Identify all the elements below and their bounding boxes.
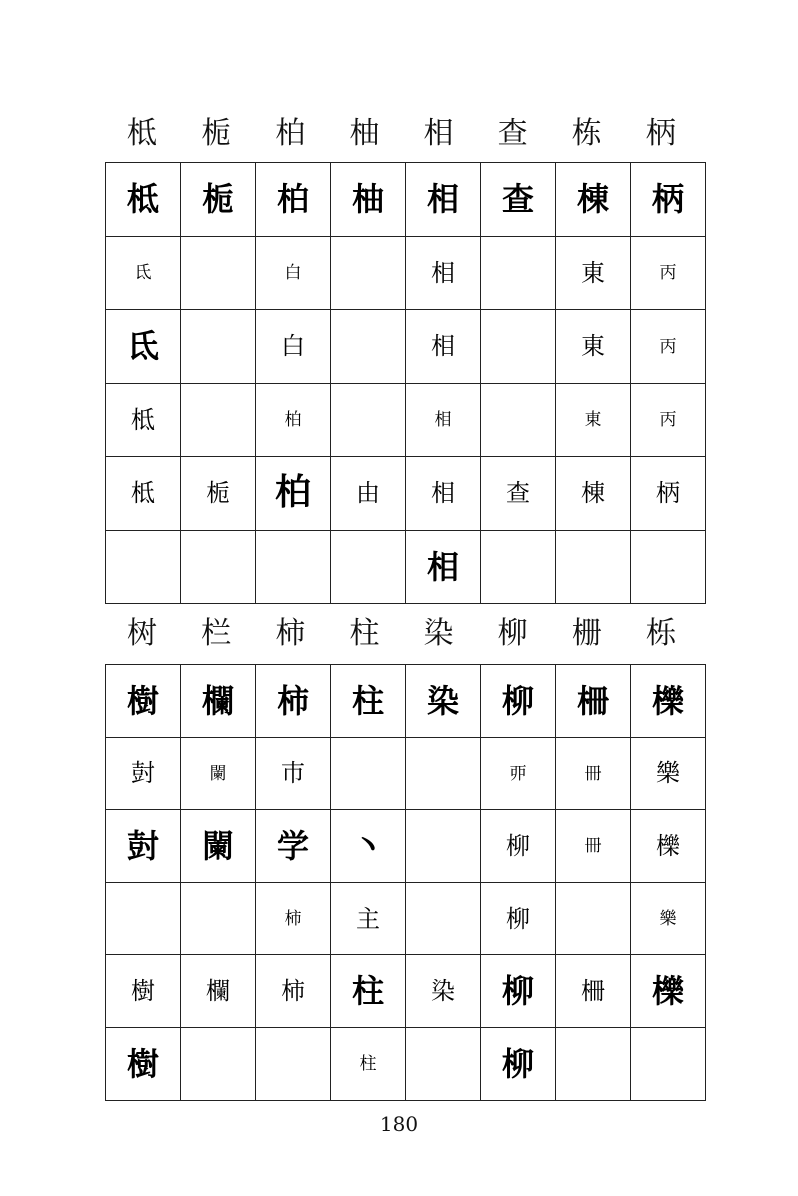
table-row [106,383,706,457]
glyph-form: 氐 [134,263,152,284]
glyph-cell [256,163,331,237]
glyph-form: 柵 [576,681,609,720]
glyph-form: 柢 [131,405,155,434]
glyph-cell [406,383,481,457]
glyph-form: 冊 [584,763,602,784]
glyph-cell [331,310,406,384]
glyph-cell [406,163,481,237]
glyph-cell [331,163,406,237]
glyph-cell [181,665,256,738]
column-header: 柱 [349,616,380,651]
glyph-cell [256,665,331,738]
section-2 [105,614,698,1083]
glyph-form: 查 [506,479,530,508]
glyph-form: 柳 [501,972,534,1011]
glyph-form: 冊 [584,836,602,857]
glyph-cell [181,236,256,310]
glyph-form: 東 [581,332,605,361]
glyph-form: 柚 [351,180,384,219]
page-number: 180 [379,1112,419,1136]
table-row [106,737,706,810]
glyph-cell [256,457,331,531]
glyph-cell [331,236,406,310]
glyph-cell [406,810,481,883]
glyph-form: 由 [356,479,380,508]
glyph-form: 栀 [201,180,234,219]
glyph-cell [181,810,256,883]
column-header: 染 [423,616,454,651]
column-header: 柢 [127,116,157,151]
glyph-form: 柏 [276,180,309,219]
glyph-cell [631,163,706,237]
table-row [106,530,706,604]
glyph-cell [256,530,331,604]
glyph-form: 柱 [351,681,384,720]
glyph-cell [331,1027,406,1100]
glyph-cell [256,737,331,810]
glyph-cell [631,882,706,955]
glyph-cell [256,955,331,1028]
glyph-cell [106,163,181,237]
column-header: 栀 [201,116,232,151]
glyph-cell [331,810,406,883]
glyph-form: 柵 [581,977,605,1006]
table-row [106,665,706,738]
column-header: 柚 [349,116,380,151]
glyph-form: 樹 [126,681,159,720]
glyph-cell [181,310,256,384]
glyph-cell [556,665,631,738]
glyph-cell [106,737,181,810]
glyph-cell [556,310,631,384]
glyph-form: 柿 [281,977,305,1006]
glyph-cell [556,810,631,883]
glyph-cell [481,737,556,810]
glyph-cell [631,310,706,384]
glyph-form: 丶 [351,826,384,865]
glyph-form: 氐 [126,327,159,366]
glyph-cell [481,882,556,955]
glyph-form: 樹 [126,1044,159,1083]
glyph-cell [106,810,181,883]
glyph-form: 丣 [509,763,527,784]
glyph-form: 主 [356,904,380,933]
glyph-form: 樹 [131,977,155,1006]
glyph-cell [631,1027,706,1100]
glyph-cell [106,457,181,531]
column-header: 柏 [275,116,306,151]
glyph-cell [331,457,406,531]
glyph-form: 樂 [656,759,680,788]
glyph-form: 柄 [656,479,680,508]
glyph-cell [331,383,406,457]
column-header: 柄 [645,116,676,151]
glyph-cell [556,163,631,237]
glyph-cell [631,530,706,604]
glyph-form: 丙 [659,410,677,431]
glyph-cell [181,882,256,955]
glyph-form: 闌 [209,763,227,784]
glyph-cell [556,882,631,955]
section-1 [105,114,698,586]
glyph-form: 棟 [581,479,605,508]
column-header: 柿 [275,616,306,651]
glyph-cell [631,457,706,531]
glyph-cell [406,530,481,604]
glyph-form: 白 [284,263,302,284]
glyph-cell [406,236,481,310]
glyph-form: 栀 [206,479,230,508]
glyph-cell [406,1027,481,1100]
glyph-cell [481,457,556,531]
glyph-cell [106,236,181,310]
column-header: 树 [127,616,157,651]
glyph-form: 櫟 [651,681,684,720]
table-row [106,457,706,531]
glyph-cell [331,665,406,738]
glyph-form: 白 [281,332,305,361]
glyph-form: 闌 [201,826,234,865]
glyph-cell [631,810,706,883]
glyph-cell [256,810,331,883]
column-header: 栏 [201,616,232,651]
glyph-cell [106,1027,181,1100]
column-header: 栅 [571,616,602,651]
glyph-cell [181,955,256,1028]
glyph-form: 柏 [274,472,311,514]
glyph-cell [106,310,181,384]
glyph-form: 丙 [659,336,677,357]
glyph-cell [256,1027,331,1100]
glyph-table-1 [105,162,706,604]
glyph-table-2 [105,664,706,1101]
glyph-cell [631,955,706,1028]
glyph-cell [181,737,256,810]
table-row [106,310,706,384]
glyph-form: 尌 [131,759,155,788]
glyph-cell [631,383,706,457]
glyph-form: 東 [581,258,605,287]
glyph-form: 櫟 [656,831,680,860]
glyph-form: 学 [276,826,309,865]
glyph-cell [481,310,556,384]
column-header: 相 [423,116,454,151]
glyph-form: 東 [584,410,602,431]
table-row [106,955,706,1028]
glyph-form: 相 [426,180,459,219]
glyph-form: 柢 [126,180,159,219]
glyph-form: 柳 [506,831,530,860]
glyph-cell [556,457,631,531]
glyph-cell [406,882,481,955]
glyph-cell [556,737,631,810]
header-row-2 [105,614,698,662]
glyph-cell [481,665,556,738]
glyph-form: 染 [426,681,459,720]
glyph-cell [481,383,556,457]
glyph-cell [256,236,331,310]
glyph-cell [181,163,256,237]
glyph-cell [556,236,631,310]
glyph-cell [481,530,556,604]
glyph-cell [556,955,631,1028]
glyph-cell [331,955,406,1028]
glyph-cell [106,530,181,604]
glyph-form: 柏 [284,410,302,431]
glyph-cell [481,955,556,1028]
glyph-form: 相 [431,479,455,508]
glyph-form: 欄 [201,681,234,720]
table-row [106,882,706,955]
glyph-form: 柳 [501,1044,534,1083]
glyph-cell [556,383,631,457]
glyph-cell [481,1027,556,1100]
glyph-form: 染 [431,977,455,1006]
header-row-1 [105,114,698,162]
glyph-cell [256,882,331,955]
glyph-cell [106,383,181,457]
glyph-cell [631,665,706,738]
glyph-form: 柄 [651,180,684,219]
glyph-cell [181,457,256,531]
glyph-cell [481,810,556,883]
column-header: 栎 [645,616,676,651]
glyph-form: 尌 [126,826,159,865]
glyph-form: 相 [434,410,452,431]
glyph-form: 柿 [284,909,302,930]
glyph-form: 櫟 [651,972,684,1011]
table-row [106,236,706,310]
glyph-cell [631,737,706,810]
glyph-cell [331,737,406,810]
glyph-cell [106,882,181,955]
glyph-cell [631,236,706,310]
glyph-cell [256,383,331,457]
glyph-cell [256,310,331,384]
glyph-cell [331,530,406,604]
glyph-cell [406,310,481,384]
glyph-cell [481,236,556,310]
glyph-form: 查 [501,180,534,219]
glyph-form: 柱 [359,1054,377,1075]
glyph-form: 欄 [206,977,230,1006]
glyph-form: 相 [431,332,455,361]
column-header: 查 [497,116,528,151]
glyph-form: 相 [426,547,459,586]
glyph-cell [406,737,481,810]
glyph-cell [181,1027,256,1100]
glyph-form: 柳 [506,904,530,933]
glyph-cell [406,457,481,531]
glyph-form: 柢 [131,479,155,508]
glyph-form: 棟 [576,180,609,219]
column-header: 柳 [497,616,528,651]
glyph-cell [481,163,556,237]
column-header: 栋 [571,116,602,151]
glyph-cell [181,383,256,457]
glyph-form: 柿 [276,681,309,720]
glyph-cell [556,530,631,604]
glyph-form: 丙 [659,263,677,284]
glyph-form: 相 [431,258,455,287]
table-row [106,163,706,237]
table-row [106,1027,706,1100]
glyph-cell [181,530,256,604]
table-row [106,810,706,883]
glyph-form: 柱 [351,972,384,1011]
glyph-cell [406,955,481,1028]
glyph-cell [106,665,181,738]
glyph-form: 巿 [281,759,305,788]
glyph-cell [556,1027,631,1100]
glyph-cell [331,882,406,955]
glyph-cell [106,955,181,1028]
glyph-form: 柳 [501,681,534,720]
glyph-cell [406,665,481,738]
glyph-form: 樂 [659,909,677,930]
